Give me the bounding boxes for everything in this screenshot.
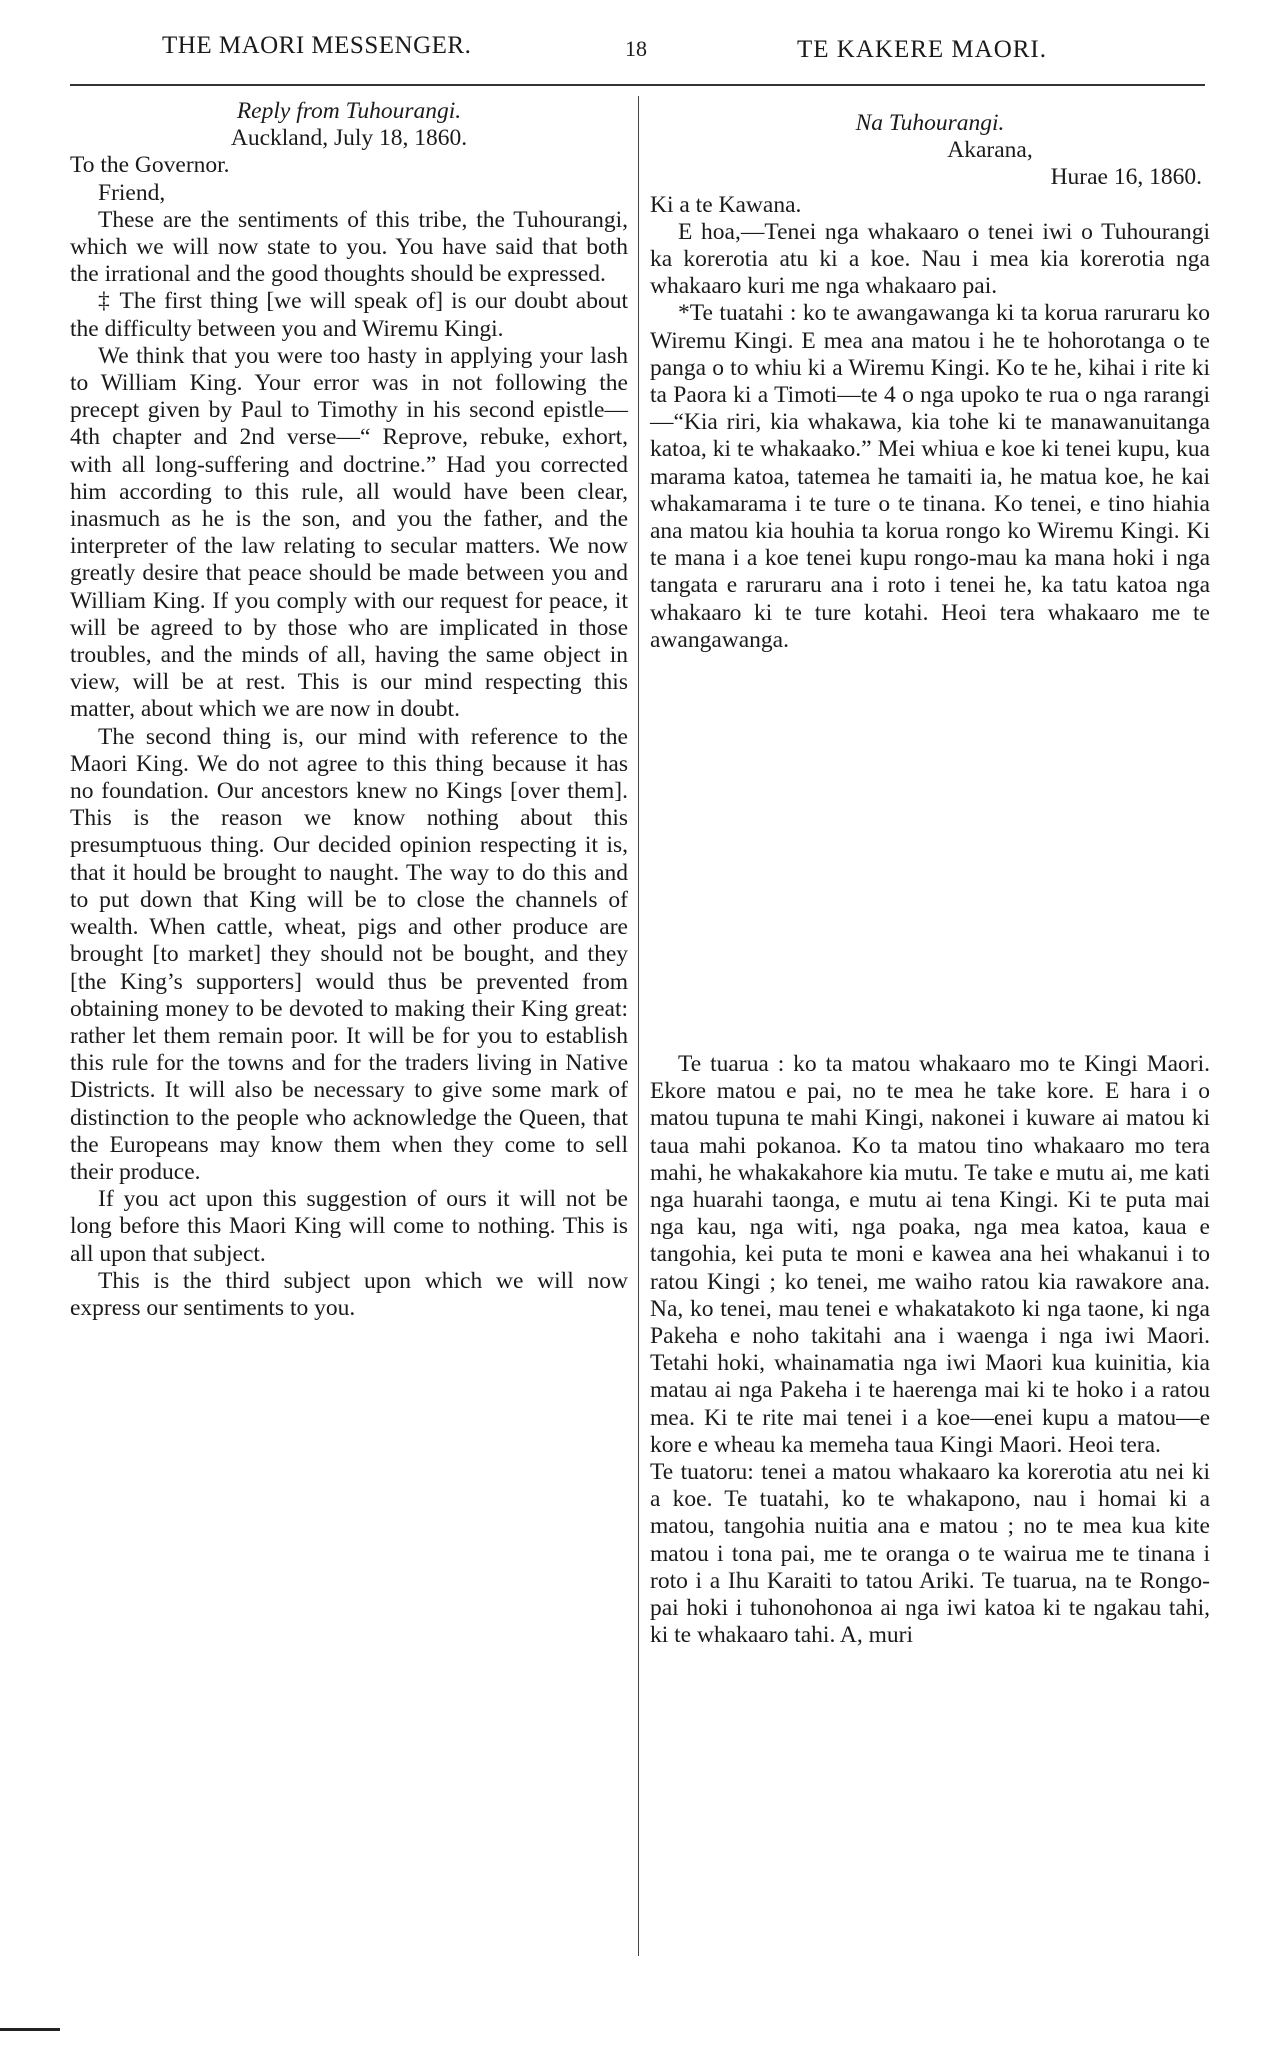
column-divider xyxy=(638,96,639,1956)
masthead xyxy=(70,14,1210,76)
maori-salutation: Ki a te Kawana. xyxy=(650,191,802,218)
bottom-edge-rule xyxy=(0,2028,60,2031)
english-heading: Reply from Tuhourangi. xyxy=(236,98,462,124)
maori-paragraph: E hoa,—Tenei nga whakaaro o tenei iwi o Tuhourangi ka korerotia atu ki a koe. Nau i mea kia korerotia nga whakaaro kuri me nga whakaaro pai. xyxy=(650,218,1210,300)
english-paragraph: ‡ The first thing [we will speak of] is our doubt about the difficulty between you and Wiremu Kingi. xyxy=(70,288,628,342)
english-paragraph: This is the third subject upon which we will now express our sentiments to you. xyxy=(70,1267,628,1321)
english-greeting: Friend, xyxy=(98,179,166,206)
maori-dateline-place: Akarana, xyxy=(947,137,1033,164)
english-paragraph: These are the sentiments of this tribe, the Tuhourangi, which we will now state to you. You have said that both the irrational and the good thoughts should be expressed. xyxy=(70,206,628,288)
english-salutation: To the Governor. xyxy=(70,152,230,179)
english-paragraph: If you act upon this suggestion of ours it will not be long before this Maori King will come to nothing. This is all upon that subject. xyxy=(70,1186,628,1267)
english-dateline: Auckland, July 18, 1860. xyxy=(230,125,468,152)
maori-heading: Na Tuhourangi. xyxy=(855,110,1005,136)
maori-dateline-date: Hurae 16, 1860. xyxy=(1050,164,1202,191)
maori-paragraph: Te tuarua : ko ta matou whakaaro mo te Kingi Maori. Ekore matou e pai, no te mea he take kore. E hara i o matou tupuna te mahi Kingi, nakonei i kuware ai matou ki taua mahi pokanoa. Ko ta matou tino whakaaro mo tera mahi, he whakakahore kia mutu. Te take e mutu ai, me kati nga huarahi taonga, e mutu ai tena Kingi. Ki te puta mai nga kau, nga witi, nga poaka, nga mea katoa, kaua e tangohia, kei puta te moni e kawea ana hei whakanui i to ratou Kingi ; ko tenei, me waiho ratou kia rawakore ana. Na, ko tenei, mau tenei e whakatakoto ki nga taone, ki nga Pakeha e noho takitahi ana i waenga i nga iwi Maori. Tetahi hoki, whainamatia nga iwi Maori kua kuinitia, kia matau ai nga Pakeha i te haerenga mai ki te hoko i a ratou mea. Ki te rite mai tenei i a koe—enei kupu a matou—e kore e wheau ka memeha taua Kingi Maori. Heoi tera. xyxy=(650,1051,1210,1458)
english-paragraph: The second thing is, our mind with reference to the Maori King. We do not agree to this thing because it has no foundation. Our ancestors knew no Kings [over them]. This is the reason we know nothing about this presumptuous thing. Our decided opinion respecting it is, that it hould be brought to naught. The way to do this and to put down that King will be to close the channels of wealth. When cattle, wheat, pigs and other produce are brought [to market] they should not be bought, and they [the King’s supporters] would thus be prevented from obtaining money to be devoted to making their King great: rather let them remain poor. It will be for you to establish this rule for the towns and for the traders living in Native Districts. It will also be necessary to give some mark of distinction to the people who acknowledge the Queen, that the Europeans may know them when they come to sell their produce. xyxy=(70,723,628,1185)
maori-paragraph: *Te tuatahi : ko te awangawanga ki ta korua raruraru ko Wiremu Kingi. E mea ana matou i he te hohorotanga o te panga o to whiu ki a Wiremu Kingi. Ko te he, kihai i rite ki ta Paora ki a Timoti—te 4 o nga upoko te rua o nga rarangi—“Kia riri, kia whakawa, kia tohe ki te manawanuitanga katoa, ki te whakaako.” Mei whiua e koe ki tenei kupu, kua marama katoa, tatemea he tamaiti ia, he matua koe, he kai whakamarama i te ture o te tinana. Ko tenei, e tino hiahia ana matou kia houhia ta korua rongo ko Wiremu Kingi. Ki te mana i a koe tenei kupu rongo-mau ka mana hoki i nga tangata e raruraru ana i roto i tenei he, ka tatu katoa nga whakaaro ki te ture kotahi. Heoi tera whakaaro me te awangawanga. xyxy=(650,300,1210,653)
header-rule xyxy=(70,84,1205,86)
english-column xyxy=(70,98,628,1322)
masthead-title-maori: TE KAKERE MAORI. xyxy=(797,36,1048,63)
page-number: 18 xyxy=(625,36,647,61)
maori-column-bottom xyxy=(650,1051,1210,1649)
masthead-title-english: THE MAORI MESSENGER. xyxy=(162,32,472,59)
english-paragraph: We think that you were too hasty in applying your lash to William King. Your error was in not following the precept given by Paul to Timothy in his second epistle—4th chapter and 2nd verse—“ Reprove, rebuke, exhort, with all long-suffering and doctrine.” Had you corrected him according to this rule, all would have been clear, inasmuch as he is the son, and you the father, and the interpreter of the law relating to secular matters. We now greatly desire that peace should be made between you and William King. If you comply with our request for peace, it will be agreed to by those who are implicated in those troubles, and the minds of all, having the same object in view, will be at rest. This is our mind respecting this matter, about which we are now in doubt. xyxy=(70,342,628,723)
maori-paragraph: Te tuatoru: tenei a matou whakaaro ka korerotia atu nei ki a koe. Te tuatahi, ko te whakapono, nau i homai ki a matou, tangohia nuitia ana e matou ; no te mea kua kite matou i tona pai, me te oranga o te wairua me te tinana i roto i a Ihu Karaiti to tatou Ariki. Te tuarua, na te Rongo-pai hoki i tuhonohonoa ai nga iwi katoa ki te ngakau tahi, ki te whakaaro tahi. A, muri xyxy=(650,1459,1210,1649)
maori-column-top xyxy=(650,110,1210,654)
